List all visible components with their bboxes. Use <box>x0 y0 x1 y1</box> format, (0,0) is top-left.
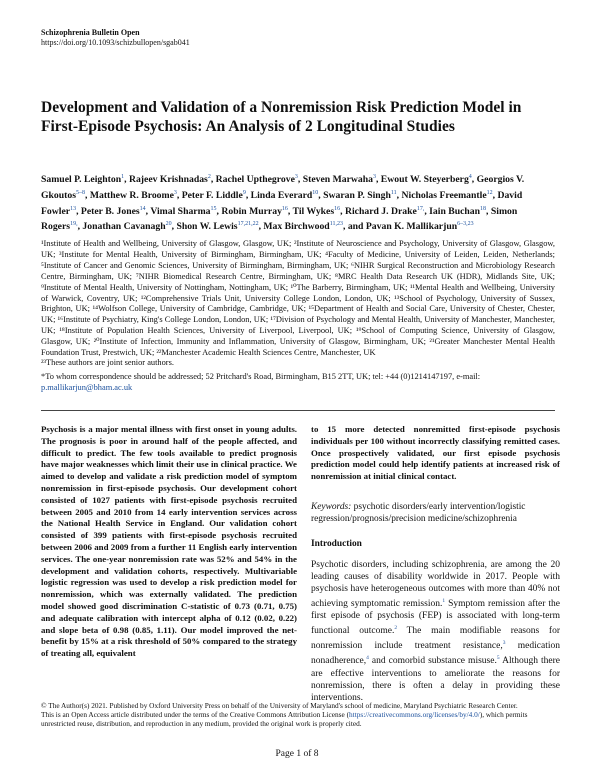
keywords-label: Keywords: <box>311 502 352 512</box>
author-affiliation-ref[interactable]: 17, <box>416 205 425 212</box>
author-name: Rachel Upthegrove <box>215 174 295 186</box>
correspondence-text: *To whom correspondence should be addressed; 52 Pritchard's Road, Birmingham, B15 2TT, UK; tel: +44 (0)1214147197, e-mail: <box>41 372 481 381</box>
author-affiliation-ref[interactable]: 19, <box>70 221 78 228</box>
license-line-pre: This is an Open Access article distributed under the terms of the Creative Commons Attribution License ( <box>41 710 350 720</box>
author-affiliation-ref[interactable]: 20 <box>165 221 172 228</box>
author-affiliation-ref[interactable]: 16 <box>334 205 341 212</box>
author-affiliation-ref[interactable]: 2 <box>207 174 211 180</box>
introduction-heading: Introduction <box>311 539 362 549</box>
author-name: Swaran P. Singh <box>323 190 391 202</box>
author-name: Vimal Sharma <box>150 205 211 217</box>
author-affiliation-ref[interactable]: 3 <box>173 189 177 196</box>
reference-citation[interactable]: 3 <box>502 640 506 647</box>
introduction-text: The main modifiable reasons for nonremission include treatment resistance, <box>311 626 560 652</box>
author-name: Peter B. Jones <box>80 205 140 217</box>
author-name: Nicholas Freemantle <box>401 190 487 202</box>
introduction-text: Psychotic disorders, including schizophrenia, are among the 20 leading causes of disability worldwide in 2017. People with psychosis have heterogeneous outcomes with more than 40% not achieving symptomatic remission. <box>311 560 560 610</box>
author-name: David Fowler <box>41 190 523 217</box>
author-affiliation-ref[interactable]: 15 <box>210 205 217 212</box>
introduction-body <box>311 559 560 704</box>
author-affiliation-ref[interactable]: 12 <box>486 189 493 196</box>
introduction-text: medication nonadherence, <box>311 641 560 667</box>
author-affiliation-ref[interactable]: 11 <box>390 189 397 196</box>
copyright-line: © The Author(s) 2021. Published by Oxford University Press on behalf of the University of Maryland's school of medicine, Maryland Psychiatric Research Center. <box>41 701 518 710</box>
author-affiliation-ref[interactable]: 16 <box>281 205 288 212</box>
author-name: Robin Murray <box>221 205 282 217</box>
author-name: Peter F. Liddle <box>181 190 243 202</box>
journal-name: Schizophrenia Bulletin Open <box>41 28 140 37</box>
copyright-footer <box>41 701 561 729</box>
abstract-right-column: to 15 more detected nonremitted first-episode psychosis individuals per 100 without incorrectly classifying remitted cases. Once prospectively validated, our first episode psychosis prediction model could help identify patients at increased risk of nonremission at initial clinical contact. <box>311 424 560 482</box>
affiliations: ¹Institute of Health and Wellbeing, University of Glasgow, Glasgow, UK; ²Institute of Neuroscience and Psychology, University of Glasgow, Glasgow, UK; ³Institute for Mental Health, University of Birmingham, Birmingham, UK; ⁴Faculty of Medicine, University of Leiden, Leiden, Netherlands; ⁵Institute of Cancer and Genomic Sciences, University of Birmingham, Birmingham, UK; ⁶NIHR Surgical Reconstruction and Microbiology Research Centre, Birmingham, UK; ⁷NIHR Biomedical Research Centre, Birmingham, UK; ⁸MRC Health Data Research UK (HDR), Midlands Site, UK; ⁹Institute of Mental Health, University of Nottingham, Nottingham, UK; ¹⁰The Barberry, Birmingham, UK; ¹¹Mental Health and Wellbeing, University of Warwick, Coventry, UK; ¹²Comprehensive Trials Unit, University College London, London, UK; ¹³School of Psychology, University of Sussex, Brighton, UK; ¹⁴Wolfson College, University of Cambridge, Cambridge, UK; ¹⁵Department of Health and Social Care, University of Chester, Chester, UK; ¹⁶Institute of Psychiatry, King's College London, London, UK; ¹⁷Division of Psychology and Mental Health, University of Manchester, Manchester, UK; ¹⁸Institute of Population Health Sciences, University of Liverpool, Liverpool, UK; ¹⁹School of Computing Science, University of Glasgow, Glasgow, UK; ²⁰Institute of Infection, Immunity and Inflammation, University of Glasgow, Birmingham, UK; ²¹Greater Manchester Mental Health Foundation Trust, Prestwich, UK; ²²Manchester Academic Health Sciences Centre, Manchester, UK <box>41 239 555 358</box>
reference-citation[interactable]: 2 <box>394 625 398 632</box>
author-name: Simon Rogers <box>41 205 518 233</box>
introduction-text: Symptom remission after the first episode of psychosis (FEP) is associated with long-term functional outcome. <box>311 599 561 637</box>
author-affiliation-ref[interactable]: 9 <box>242 189 246 196</box>
reference-citation[interactable]: 4 <box>366 655 369 662</box>
author-name: Georgios V. Gkoutos <box>41 174 525 202</box>
keywords-text: psychotic disorders/early intervention/logistic regression/prognosis/precision medicine/schizophrenia <box>311 502 526 525</box>
author-name: Richard J. Drake <box>344 205 417 217</box>
author-name: Jonathan Cavanagh <box>82 221 166 233</box>
section-divider <box>41 410 555 411</box>
reference-citation[interactable]: 5 <box>496 655 500 662</box>
author-affiliation-ref[interactable]: 5–8 <box>76 189 85 196</box>
abstract-left-column: Psychosis is a major mental illness with first onset in young adults. The prognosis is poor in around half of the people affected, and difficult to predict. The few tools available to predict prognosis have major weaknesses which limit their use in clinical practice. We aimed to develop and validate a risk prediction model of symptom nonremission in first-episode psychosis. Our development cohort consisted of 1027 patients with first-episode psychosis recruited between 2005 and 2010 from 14 early intervention services across the National Health Service in England. Our validation cohort consisted of 399 patients with first-episode psychosis recruited between 2006 and 2009 from a further 11 English early intervention services. The one-year nonremission rate was 52% and 54% in the development and validation cohorts, respectively. Multivariable logistic regression was used to develop a risk prediction model for nonremission, which was externally validated. The prediction model showed good discrimination C-statistic of 0.73 (0.71, 0.75) and adequate calibration with intercept alpha of 0.12 (0.02, 0.22) and slope beta of 0.98 (0.85, 1.11). Our model improved the net-benefit by 15% at a risk threshold of 50% compared to the strategy of treating all, equivalent <box>41 424 297 659</box>
correspondence-email-link[interactable]: p.mallikarjun@bham.ac.uk <box>41 382 133 392</box>
license-link[interactable]: https://creativecommons.org/licenses/by/4.0/ <box>349 710 480 720</box>
license-line-post: ), which permits unrestricted reuse, distribution, and reproduction in any medium, provided the original work is properly cited. <box>41 710 528 729</box>
author-affiliation-ref[interactable]: 4 <box>468 174 472 180</box>
author-name: Shon W. Lewis <box>176 221 238 233</box>
page-number: Page 1 of 8 <box>275 749 319 759</box>
author-name: Til Wykes <box>292 205 335 217</box>
author-name: and Pavan K. Mallikarjun <box>347 221 458 233</box>
author-affiliation-ref[interactable]: 6–3,23 <box>457 221 474 228</box>
doi-link[interactable]: https://doi.org/10.1093/schizbullopen/sgab041 <box>41 38 190 47</box>
author-name: Linda Everard <box>250 190 313 202</box>
author-affiliation-ref[interactable]: 3 <box>294 174 298 180</box>
author-affiliation-ref[interactable]: 10 <box>312 189 319 196</box>
author-name: Rajeev Krishnadas <box>128 174 208 186</box>
author-affiliation-ref[interactable]: 3 <box>372 174 376 180</box>
author-name: Steven Marwaha <box>302 174 373 186</box>
author-affiliation-ref[interactable]: 1 <box>121 174 125 180</box>
author-name: Matthew R. Broome <box>89 190 174 202</box>
reference-citation[interactable]: 1 <box>442 598 446 604</box>
introduction-text: Although there are effective interventions to ameliorate the reasons for nonremission, there is often a delay in providing these interventions. <box>311 656 560 703</box>
author-affiliation-ref[interactable]: 18 <box>480 205 487 212</box>
correspondence <box>41 372 555 394</box>
article-title: Development and Validation of a Nonremission Risk Prediction Model in First-Episode Psychosis: An Analysis of 2 Longitudinal Studies <box>41 99 522 135</box>
author-affiliation-ref[interactable]: 14 <box>139 205 146 212</box>
author-affiliation-ref[interactable]: 17,21,22 <box>237 221 259 228</box>
author-name: Ewout W. Steyerberg <box>380 174 469 186</box>
author-affiliation-ref[interactable]: 11,23 <box>329 221 343 228</box>
author-affiliation-ref[interactable]: 13 <box>70 205 77 212</box>
joint-senior-note: ²³These authors are joint senior authors. <box>41 358 174 367</box>
author-name: Max Birchwood <box>263 221 330 233</box>
keywords <box>311 501 560 526</box>
author-name: Iain Buchan <box>429 205 481 217</box>
introduction-text: and comorbid substance misuse. <box>368 656 497 667</box>
author-list: Samuel P. Leighton$^1$, Rajeev Krishnadas$^2$, Rachel Upthegrove$^3$, Steven Marwaha$^3$, Ewout W. Steyerberg$^4$, Georgios V. Gkoutos$^{5-8}$, Matthew R. Broome$^3$, Peter F. Liddle$^9$, Linda Everard$^{10}$, Swaran P. Singh$^{11}$, Nicholas Freemantle$^{12}$, David Fowler$^{13}$, Peter B. Jones$^{14}$, Vimal Sharma$^{15}$, Robin Murray$^{16}$, Til Wykes$^{16}$, Richard J. Drake$^{17,}$, Iain Buchan$^{18}$, Simon Rogers$^{19,}$, Jonathan Cavanagh$^{20}$, Shon W. Lewis$^{17,21,22}$, Max Birchwood$^{11,23}$, and Pavan K. Mallikarjun$^{6-3,23}$ <box>41 174 525 233</box>
author-name: Samuel P. Leighton <box>41 174 122 186</box>
